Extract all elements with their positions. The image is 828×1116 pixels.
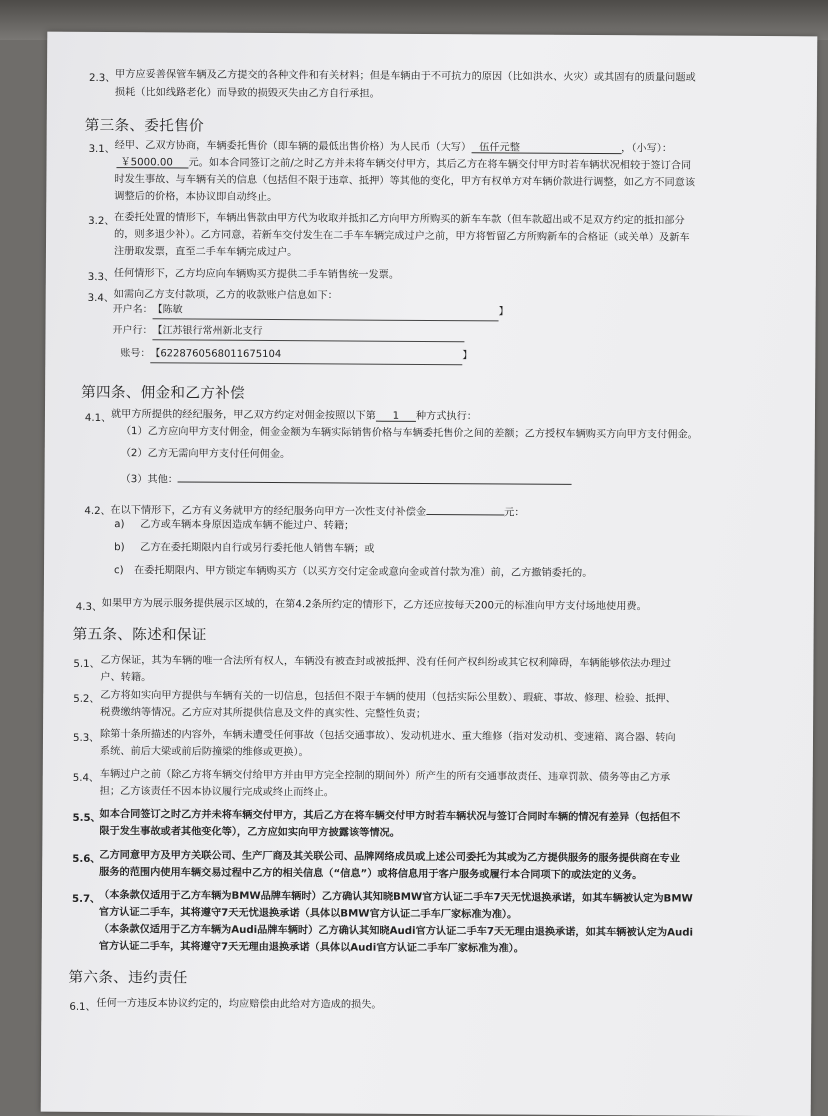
clause-4-1-text-b: 种方式执行： xyxy=(415,410,477,423)
bank-value: 江苏银行常州新北支行 xyxy=(162,325,263,337)
option-1-text: （1）乙方应向甲方支付佣金，佣金金额为车辆实际销售价格与车辆委托售价之间的差额；乙方授权车辆购买方向甲方支付佣金。 xyxy=(120,426,698,441)
amount-in-figures: ￥5000.00 xyxy=(120,157,173,169)
clause-4-1-text-a: 就甲方所提供的经纪服务，甲乙双方约定对佣金按照以下第 xyxy=(110,409,376,422)
clause-3-1-line-4: 调整后的价格，本协议即自动终止。 xyxy=(114,191,278,204)
clause-number: 4.1、 xyxy=(84,412,112,425)
clause-5-2-line-2: 税费缴纳等情况。乙方应对其所提供信息及文件的真实性、完整性负责； xyxy=(100,706,427,720)
clause-5-4-line-1: 车辆过户之前（除乙方将车辆交付给甲方并由甲方完全控制的期间外）所产生的所有交通事故责任、违章罚款、债务等由乙方承 xyxy=(99,768,671,784)
amount-in-figures-field xyxy=(116,154,188,168)
option-3-row xyxy=(121,468,573,491)
clause-number: 5.7、 xyxy=(71,893,101,905)
item-a-text: 乙方或车辆本身原因造成车辆不能过户、转籍； xyxy=(140,519,355,532)
clause-3-1-text-a: 经甲、乙双方协商，车辆委托售价（即车辆的最低出售价格）为人民币（大写） xyxy=(114,140,472,154)
bracket-open: 【 xyxy=(152,325,163,337)
clause-number: 5.2、 xyxy=(73,693,100,705)
clause-3-1-text-c: 元。如本合同签订之前/之时乙方并未将车辆交付甲方，其后乙方在将车辆交付甲方时若车辆状况相较于签订合同 xyxy=(188,157,692,172)
clause-number: 3.2、 xyxy=(88,215,115,228)
account-holder-field xyxy=(153,302,499,321)
clause-5-7-line-2: 官方认证二手车，其将遵守7天无忧退换承诺（具体以BMW官方认证二手车厂家标准为准）。 xyxy=(98,906,518,921)
clause-3-2-line-1: 在委托处置的情形下，车辆出售款由甲方代为收取并抵扣乙方向甲方所购买的新车车款（但车款超出或不足双方约定的抵扣部分 xyxy=(114,212,685,227)
clause-3-4-intro: 如需向乙方支付款项，乙方的收款账户信息如下： xyxy=(113,289,338,302)
section-5-heading: 第五条、陈述和保证 xyxy=(72,625,207,644)
clause-number: 3.4、 xyxy=(87,292,115,305)
clause-5-4-line-2: 担；乙方该责任不因本协议履行完成或终止而终止。 xyxy=(99,785,335,799)
clause-number: 5.1、 xyxy=(73,658,100,670)
section-6-heading: 第六条、违约责任 xyxy=(68,968,188,987)
account-holder-value: 陈敏 xyxy=(162,304,183,316)
item-c-label: c) xyxy=(113,565,124,577)
clause-5-7-line-3: （本条款仅适用于乙方车辆为Audi品牌车辆时）乙方确认其知晓Audi官方认证二手车7天无理由退换承诺，如其车辆被认定为Audi xyxy=(98,923,694,939)
option-3-blank xyxy=(178,468,572,484)
clause-number: 5.3、 xyxy=(72,732,100,744)
clause-3-1-line-3: 时发生事故、与车辆有关的信息（包括但不限于违章、抵押）等其他的变化，甲方有权单方对车辆价款进行调整，如乙方不同意该 xyxy=(114,174,696,189)
clause-3-3-text: 任何情形下，乙方均应向车辆购买方提供二手车销售统一发票。 xyxy=(113,268,400,281)
clause-2-3-line-2: 损耗（比如线路老化）而导致的损毁灭失由乙方自行承担。 xyxy=(114,87,380,100)
option-3-label: （3）其他： xyxy=(120,474,179,486)
clause-6-1-text: 任何一方违反本协议约定的，均应赔偿由此给对方造成的损失。 xyxy=(96,997,382,1011)
section-4-heading: 第四条、佣金和乙方补偿 xyxy=(81,383,245,402)
bank-label: 开户行： xyxy=(112,325,153,337)
option-choice-value: 1 xyxy=(392,410,400,422)
section-3-heading: 第三条、委托售价 xyxy=(84,116,204,135)
clause-number: 5.5、 xyxy=(72,812,101,824)
clause-number: 4.2、 xyxy=(84,505,111,518)
clause-5-7-line-1: （本条款仅适用于乙方车辆为BMW品牌车辆时）乙方确认其知晓BMW官方认证二手车7天无忧退换承诺，如其车辆被认定为BMW xyxy=(98,889,693,905)
clause-5-1-line-1: 乙方保证，其为车辆的唯一合法所有权人，车辆没有被查封或被抵押、没有任何产权纠纷或其它权利障碍，车辆能够依法办理过 xyxy=(100,654,671,670)
clause-5-3-line-2: 系统、前后大梁或前后防撞梁的维修或更换）。 xyxy=(99,745,309,759)
clause-number: 3.1、 xyxy=(88,143,116,156)
bank-row xyxy=(112,323,464,342)
clause-4-3-text: 如果甲方为展示服务提供展示区域的，在第4.2条所约定的情形下，乙方还应按每天200元的标准向甲方支付场地使用费。 xyxy=(101,598,647,613)
clause-3-2-line-3: 注册取发票，直至二手车车辆完成过户。 xyxy=(113,246,298,259)
clause-4-2-text-b: 元： xyxy=(504,507,525,519)
account-holder-row xyxy=(113,302,509,321)
item-b-label: b) xyxy=(114,542,125,554)
clause-5-5-line-2: 限于发生事故或者其他变化等），乙方应如实向甲方披露该等情况。 xyxy=(99,825,400,839)
bracket-open: 【 xyxy=(152,304,163,316)
clause-5-7-line-4: 官方认证二手车，其将遵守7天无理由退换承诺（具体以Audi官方认证二手车厂家标准为准）。 xyxy=(98,940,524,955)
item-c-text: 在委托期限内、甲方锁定车辆购买方（以买方交付定金或意向金或首付款为准）前，乙方撤销委托的。 xyxy=(133,565,593,579)
bank-field xyxy=(152,323,464,342)
account-number-value: 6228760568011675104 xyxy=(160,348,282,361)
clause-number: 6.1、 xyxy=(69,1001,96,1013)
clause-5-6-line-1: 乙方同意甲方及甲方关联公司、生产厂商及其关联公司、品牌网络成员或上述公司委托为其或为乙方提供服务的服务提供商在专业 xyxy=(99,849,680,865)
bracket-open: 【 xyxy=(150,348,161,360)
bracket-close: 】 xyxy=(498,306,509,318)
account-holder-label: 开户名： xyxy=(112,304,153,316)
clause-5-1-line-2: 户、转籍。 xyxy=(100,671,152,684)
clause-4-2-text-a: 在以下情形下，乙方有义务就甲方的经纪服务向甲方一次性支付补偿金 xyxy=(110,505,427,518)
clause-number: 5.6、 xyxy=(72,853,101,865)
item-a-label: a) xyxy=(114,519,125,531)
clause-2-3-line-1: 甲方应妥善保管车辆及乙方提交的各种文件和有关材料；但是车辆由于不可抗力的原因（比如洪水、火灾）或其固有的质量问题或 xyxy=(115,69,696,84)
clause-5-3-line-1: 除第十条所描述的内容外，车辆未遭受任何事故（包括交通事故）、发动机进水、重大维修（指对发动机、变速箱、离合器、转向 xyxy=(99,728,676,744)
clause-3-1-text-b: ，（小写）： xyxy=(621,143,673,155)
clause-number: 4.3、 xyxy=(75,601,103,614)
account-number-field xyxy=(150,346,462,365)
item-b-text: 乙方在委托期限内自行或另行委托他人销售车辆；或 xyxy=(140,542,375,555)
bracket-close: 】 xyxy=(462,350,473,362)
clause-5-2-line-1: 乙方将如实向甲方提供与车辆有关的一切信息，包括但不限于车辆的使用（包括实际公里数）、瑕疵、事故、修理、检验、抵押、 xyxy=(100,689,676,705)
clause-5-5-line-1: 如本合同签订之时乙方并未将车辆交付甲方，其后乙方在将车辆交付甲方时若车辆状况与签订合同时车辆的情况有差异（包括但不 xyxy=(99,808,681,824)
contract-page xyxy=(41,32,818,1116)
account-number-label: 账号： xyxy=(120,348,151,360)
amount-in-words: 伍仟元整 xyxy=(479,142,520,154)
clause-number: 5.4、 xyxy=(72,772,100,784)
option-2-text: （2）乙方无需向甲方支付任何佣金。 xyxy=(120,448,291,461)
clause-3-2-line-2: 的，则多退少补）。乙方同意，若新车交付发生在二手车车辆完成过户之前，甲方将暂留乙方所购新车的合格证（或关单）及新车 xyxy=(114,229,690,244)
clause-number: 3.3、 xyxy=(87,271,115,284)
account-number-row xyxy=(120,346,472,365)
amount-in-words-field xyxy=(471,139,621,154)
option-choice-field xyxy=(376,408,416,422)
compensation-amount-blank xyxy=(426,501,504,515)
clause-number: 2.3、 xyxy=(88,72,116,85)
clause-5-6-line-2: 服务的范围内使用车辆交易过程中乙方的相关信息（“信息”）或将信息用于客户服务或履行本合同项下的或法定的义务。 xyxy=(99,866,643,882)
